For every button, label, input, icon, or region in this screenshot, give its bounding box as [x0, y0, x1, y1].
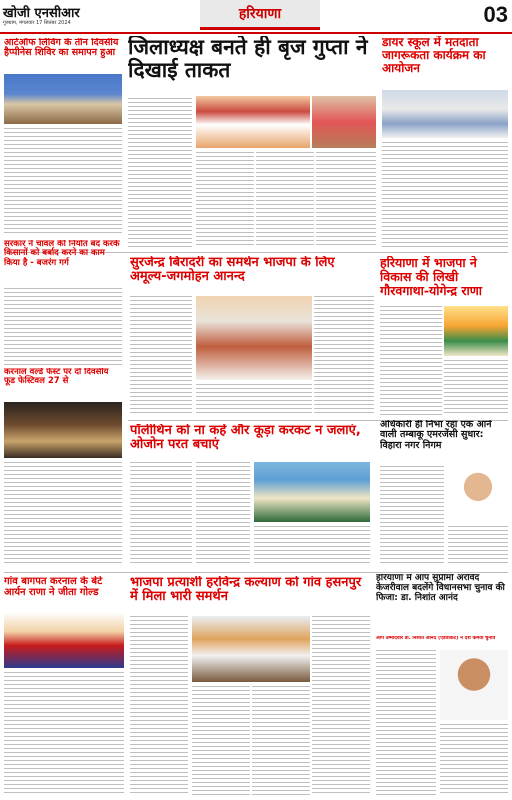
article-text-brij-gupta-col3 — [256, 152, 314, 248]
photo-bjp-vikas-rally — [444, 306, 508, 356]
article-text-harvinder-col2 — [192, 686, 250, 796]
article-text-daycare-school — [382, 142, 508, 248]
article-text-surendra-col1 — [130, 296, 192, 416]
headline-polythene: पॉलीथिन को ना कहें और कूड़ा करकट न जलाएं, ओजोन परत बचाएं — [130, 424, 361, 453]
headline-aap-kejriwal: हरियाणा में आप सुप्रीमो अरविंद केजरीवाल बदलेंगे विधानसभा चुनाव की फिजा: डा. निशांत आनंद — [376, 574, 505, 603]
byline-aap-kejriwal: आप उम्मीदवार डा. निशांत आनंद (एडवोकेट) ने देश कर्मवा चुनाव — [376, 636, 496, 641]
masthead — [0, 0, 512, 34]
headline-art-of-living: आर्टऑफ लिविंग के तीन दिवसीय हैप्पीनेस शिविर का समापन हुआ — [4, 38, 119, 59]
article-text-harvinder-col3 — [252, 686, 310, 796]
headline-surendra: सुरजेन्द्र बिरादरी का समर्थन भाजपा के लिए अमूल्य-जगमोहन आनन्द — [130, 256, 335, 285]
article-text-polythene-col2 — [196, 462, 250, 566]
photo-surendra-meeting — [196, 296, 312, 380]
photo-harvinder-village — [192, 616, 310, 682]
article-text-karnal-food — [4, 462, 122, 566]
article-text-brij-gupta-col1 — [128, 98, 192, 248]
photo-brij-gupta-welcome — [312, 96, 376, 148]
photo-aryan-rana-gold — [4, 612, 124, 668]
photo-art-of-living — [4, 74, 122, 124]
newspaper-brand: खोजी एनसीआर — [3, 6, 80, 21]
article-text-brij-gupta-col2 — [196, 152, 254, 248]
article-text-baghpat — [4, 672, 124, 796]
photo-daycare-school — [382, 90, 508, 138]
article-text-surendra-col2 — [314, 296, 374, 416]
article-text-aap-col1 — [376, 650, 436, 796]
article-text-polythene-col3 — [254, 526, 370, 566]
headline-officer: अधिकारी ही निभा रहा एक आने वाली तम्बाकू एमरजेंसी सुधार: विहारा नगर निगम — [380, 420, 492, 451]
headline-bjp-vikas: हरियाणा में भाजपा ने विकास की लिखी गौरवगाथा-योगेन्द्र राणा — [380, 256, 483, 298]
photo-nishant-anand — [440, 650, 508, 720]
photo-food-festival — [4, 402, 122, 458]
headline-harvinder: भाजपा प्रत्याशी हरविन्द्र कल्याण को गांव हसनपुर में मिला भारी समर्थन — [130, 576, 362, 605]
article-text-aap-col2 — [440, 724, 508, 796]
photo-officer-portrait — [448, 468, 508, 522]
headline-baghpat: गांव बागपत करनाल के बेटे आर्यन राणा ने जीता गोल्ड — [4, 576, 103, 598]
row-divider-3 — [4, 572, 508, 573]
photo-brij-gupta-group — [196, 96, 310, 148]
dateline: गुरुग्राम, मंगलवार 17 सितंबर 2024 — [3, 20, 71, 26]
article-text-harvinder-col4 — [312, 616, 370, 796]
article-text-polythene-col1 — [130, 462, 192, 566]
article-text-brij-gupta-col4 — [316, 152, 376, 248]
headline-daycare-school: डायर स्कूल में मतदाता जागरूकता कार्यक्रम का आयोजन — [382, 36, 486, 76]
article-text-officer-col1 — [380, 466, 444, 566]
article-text-bjp-vikas-col2 — [444, 360, 508, 416]
article-text-harvinder-col1 — [130, 616, 188, 796]
article-text-officer-col2 — [448, 526, 508, 566]
section-title: हरियाणा — [200, 0, 320, 30]
photo-polythene-awareness — [254, 462, 370, 522]
page-number: 03 — [483, 2, 508, 27]
article-text-art-of-living — [4, 128, 122, 236]
article-text-bjp-vikas-col1 — [380, 306, 442, 416]
headline-karnal-food: करनाल वर्ल्ड फेस्ट पर दो दिवसीय फूड फेस्टिवल 27 से — [4, 368, 109, 387]
headline-rice-export: सरकार ने चावल की निर्यात बंद करके किसानों को बर्बाद करने का काम किया है - बजरंग गर्ग — [4, 240, 120, 268]
article-text-rice-export — [4, 288, 122, 366]
article-text-surendra-col3 — [196, 384, 312, 416]
headline-brij-gupta: जिलाध्यक्ष बनते ही बृज गुप्ता ने दिखाई ताकत — [128, 36, 368, 83]
